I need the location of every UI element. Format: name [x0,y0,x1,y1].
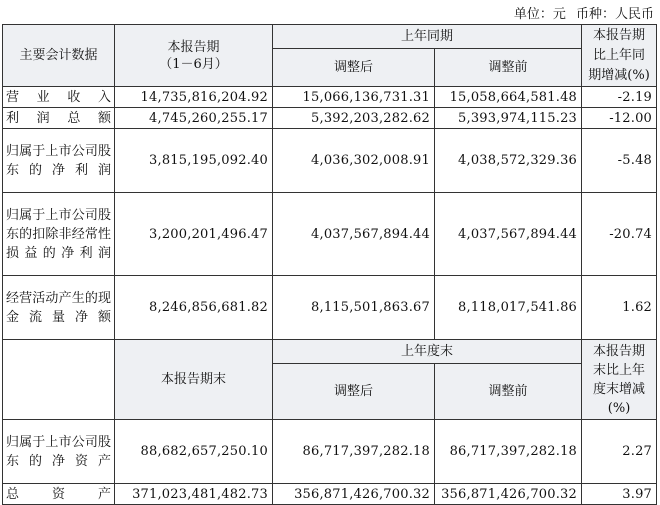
value-adjusted-before: 4,037,567,894.44 [435,193,582,276]
table-row [3,420,657,484]
value-adjusted-before: 86,717,397,282.18 [435,420,582,484]
value-adjusted-after: 86,717,397,282.18 [273,420,435,484]
table-row [3,108,657,129]
value-change: 2.27 [582,420,657,484]
row-label: 总资产 [3,484,115,505]
header-prior-year-end: 上年度末 [273,340,582,364]
value-adjusted-before: 4,038,572,329.36 [435,129,582,193]
value-change: 3.97 [582,484,657,505]
header-change: 本报告期 比上年同 期增减(%) [582,25,657,87]
value-change: -20.74 [582,193,657,276]
header-main-data: 主要会计数据 [3,25,115,87]
value-adjusted-after: 4,037,567,894.44 [273,193,435,276]
header-adjusted-after: 调整后 [273,364,435,420]
value-adjusted-after: 4,036,302,008.91 [273,129,435,193]
value-adjusted-before: 8,118,017,541.86 [435,276,582,340]
value-current: 88,682,657,250.10 [115,420,273,484]
value-change: -2.19 [582,87,657,108]
value-adjusted-after: 15,066,136,731.31 [273,87,435,108]
value-adjusted-before: 5,393,974,115.23 [435,108,582,129]
table-row [3,87,657,108]
header-current-period-end: 本报告期末 [115,340,273,420]
value-change: 1.62 [582,276,657,340]
row-label: 利润总额 [3,108,115,129]
value-current: 371,023,481,482.73 [115,484,273,505]
header-blank [3,340,115,420]
table-row [3,276,657,340]
header-adjusted-after: 调整后 [273,49,435,87]
value-adjusted-after: 8,115,501,863.67 [273,276,435,340]
table-row [3,484,657,505]
value-current: 3,200,201,496.47 [115,193,273,276]
header-change-end: 本报告期 末比上年 度末增减 (%) [582,340,657,420]
row-label: 经营活动产生的现金流量净额 [3,276,115,340]
financial-data-table [2,24,657,505]
unit-label: 单位：元 [513,7,566,22]
header-current-period: 本报告期 （1－6月） [115,25,273,87]
value-adjusted-before: 15,058,664,581.48 [435,87,582,108]
value-adjusted-after: 5,392,203,282.62 [273,108,435,129]
row-label: 归属于上市公司股东的扣除非经常性损益的净利润 [3,193,115,276]
row-label: 归属于上市公司股东的净利润 [3,129,115,193]
currency-label: 币种：人民币 [575,7,654,22]
value-adjusted-after: 356,871,426,700.32 [273,484,435,505]
header-adjusted-before: 调整前 [435,49,582,87]
value-current: 4,745,260,255.17 [115,108,273,129]
value-change: -12.00 [582,108,657,129]
value-current: 8,246,856,681.82 [115,276,273,340]
unit-line [508,6,654,24]
table-row [3,129,657,193]
value-current: 14,735,816,204.92 [115,87,273,108]
row-label: 归属于上市公司股东的净资产 [3,420,115,484]
value-current: 3,815,195,092.40 [115,129,273,193]
row-label: 营业收入 [3,87,115,108]
value-change: -5.48 [582,129,657,193]
header-prior-period: 上年同期 [273,25,582,49]
header-adjusted-before: 调整前 [435,364,582,420]
table-row [3,193,657,276]
value-adjusted-before: 356,871,426,700.32 [435,484,582,505]
